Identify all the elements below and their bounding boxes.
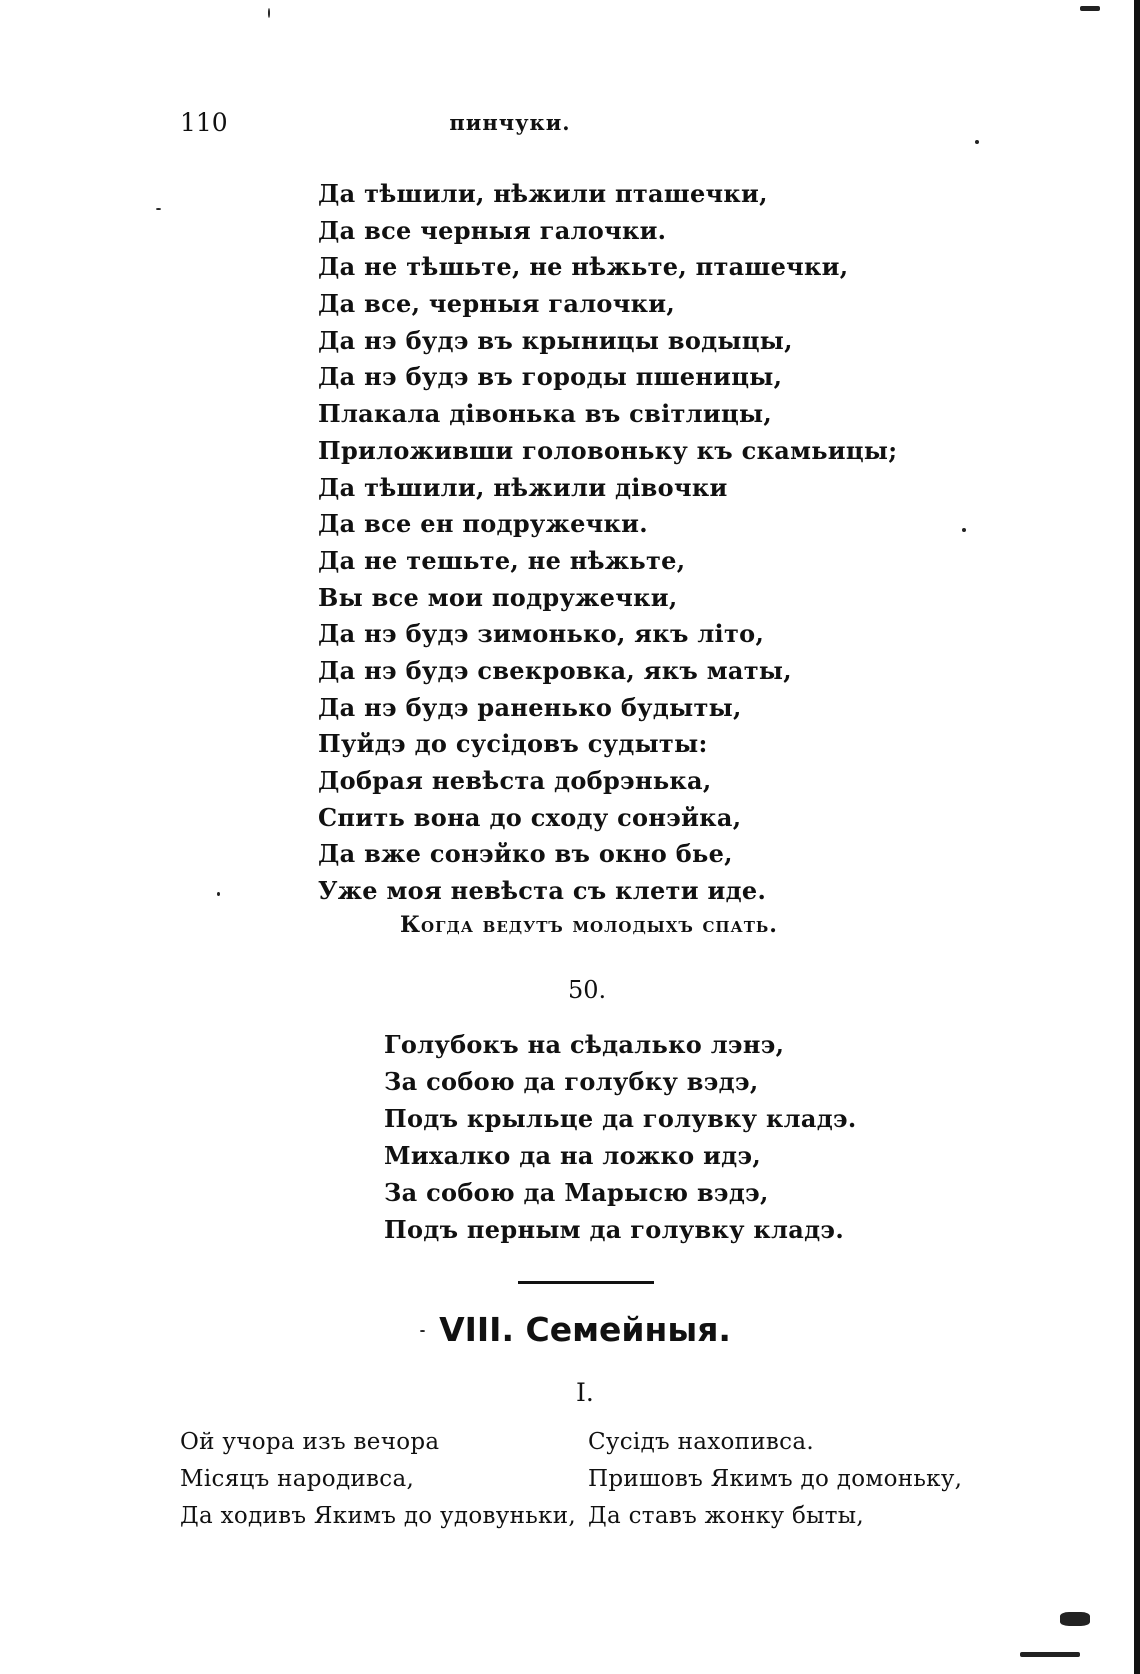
verse-line: Да тѣшили, нѣжили дiвочки — [318, 472, 728, 502]
song-stanza-a — [318, 176, 897, 910]
scan-edge — [1134, 0, 1140, 1674]
verse-line: Да ставъ жонку быты, — [588, 1503, 864, 1529]
verse-line: Да не тѣшьте, не нѣжьте, пташечки, — [318, 252, 849, 282]
verse-line: Пуйдэ до сусiдовъ судыты: — [318, 729, 708, 759]
verse-line: Уже моя невѣста съ клети иде. — [318, 876, 767, 906]
verse-column-right — [588, 1424, 962, 1535]
verse-line: Да не тешьте, не нѣжьте, — [318, 545, 686, 575]
verse-line: Пришовъ Якимъ до домоньку, — [588, 1466, 963, 1492]
verse-column-left — [180, 1424, 576, 1535]
verse-line: Плакала дiвонька въ свiтлицы, — [318, 399, 773, 429]
verse-line: Ой учора изъ вечора — [180, 1429, 440, 1455]
section-divider — [518, 1281, 654, 1284]
verse-line: Подъ крыльце да голувку кладэ. — [384, 1104, 857, 1133]
verse-line: За собою да Марысю вэдэ, — [384, 1178, 769, 1207]
scan-speck — [1080, 6, 1100, 11]
verse-line: Добрая невѣста добрэнька, — [318, 766, 712, 795]
scan-speck — [1060, 1612, 1090, 1626]
song-number: 50. — [568, 976, 607, 1004]
scan-speck — [156, 208, 161, 210]
verse-line: Да все черныя галочки. — [318, 215, 667, 245]
scan-speck — [420, 1330, 425, 1332]
page-number: 110 — [180, 108, 228, 137]
verse-line: Михалко да на ложко идэ, — [384, 1141, 762, 1170]
verse-line: Да все, черныя галочки, — [318, 289, 675, 319]
verse-line: Сусiдъ нахопивса. — [588, 1429, 814, 1455]
verse-line: За собою да голубку вэдэ, — [384, 1067, 759, 1096]
running-title: пинчуки. — [449, 110, 571, 135]
verse-line: Приложивши головоньку къ скамьицы; — [318, 435, 898, 465]
verse-line: Подъ перным да голувку кладэ. — [384, 1215, 844, 1244]
verse-line: Да нэ будэ въ крыницы водыцы, — [318, 325, 793, 355]
verse-line: Да нэ будэ въ городы пшеницы, — [318, 362, 783, 392]
scan-speck — [962, 528, 966, 532]
page-header — [180, 108, 960, 140]
verse-line: Да нэ будэ свекровка, якъ маты, — [318, 655, 792, 685]
verse-line: Да нэ будэ раненько будыты, — [318, 692, 742, 722]
verse-line: Голубокъ на сѣдалько лэнэ, — [384, 1030, 785, 1059]
verse-line: Да все ен подружечки. — [318, 509, 648, 539]
scan-speck — [1020, 1652, 1080, 1657]
verse-line: Вы все мои подружечки, — [318, 582, 678, 612]
verse-line: Да вже сонэйко въ окно бье, — [318, 839, 733, 869]
verse-line: Да ходивъ Якимъ до удовуньки, — [180, 1503, 576, 1529]
section-title: VIII. Семейныя. — [439, 1310, 731, 1349]
song-caption: Когда ведутъ молодыхъ спать. — [400, 912, 778, 938]
verse-line: Мiсяцъ народивса, — [180, 1466, 415, 1492]
song-stanza-b — [384, 1026, 857, 1248]
verse-line: Спить вона до сходу сонэйка, — [318, 802, 742, 832]
scan-speck — [975, 140, 979, 144]
verse-line: Да тѣшили, нѣжили пташечки, — [318, 179, 768, 208]
verse-line: Да нэ будэ зимонько, якъ лiто, — [318, 619, 765, 649]
scan-speck — [217, 892, 220, 896]
subsection-number: I. — [576, 1378, 594, 1407]
scan-speck — [268, 8, 270, 18]
